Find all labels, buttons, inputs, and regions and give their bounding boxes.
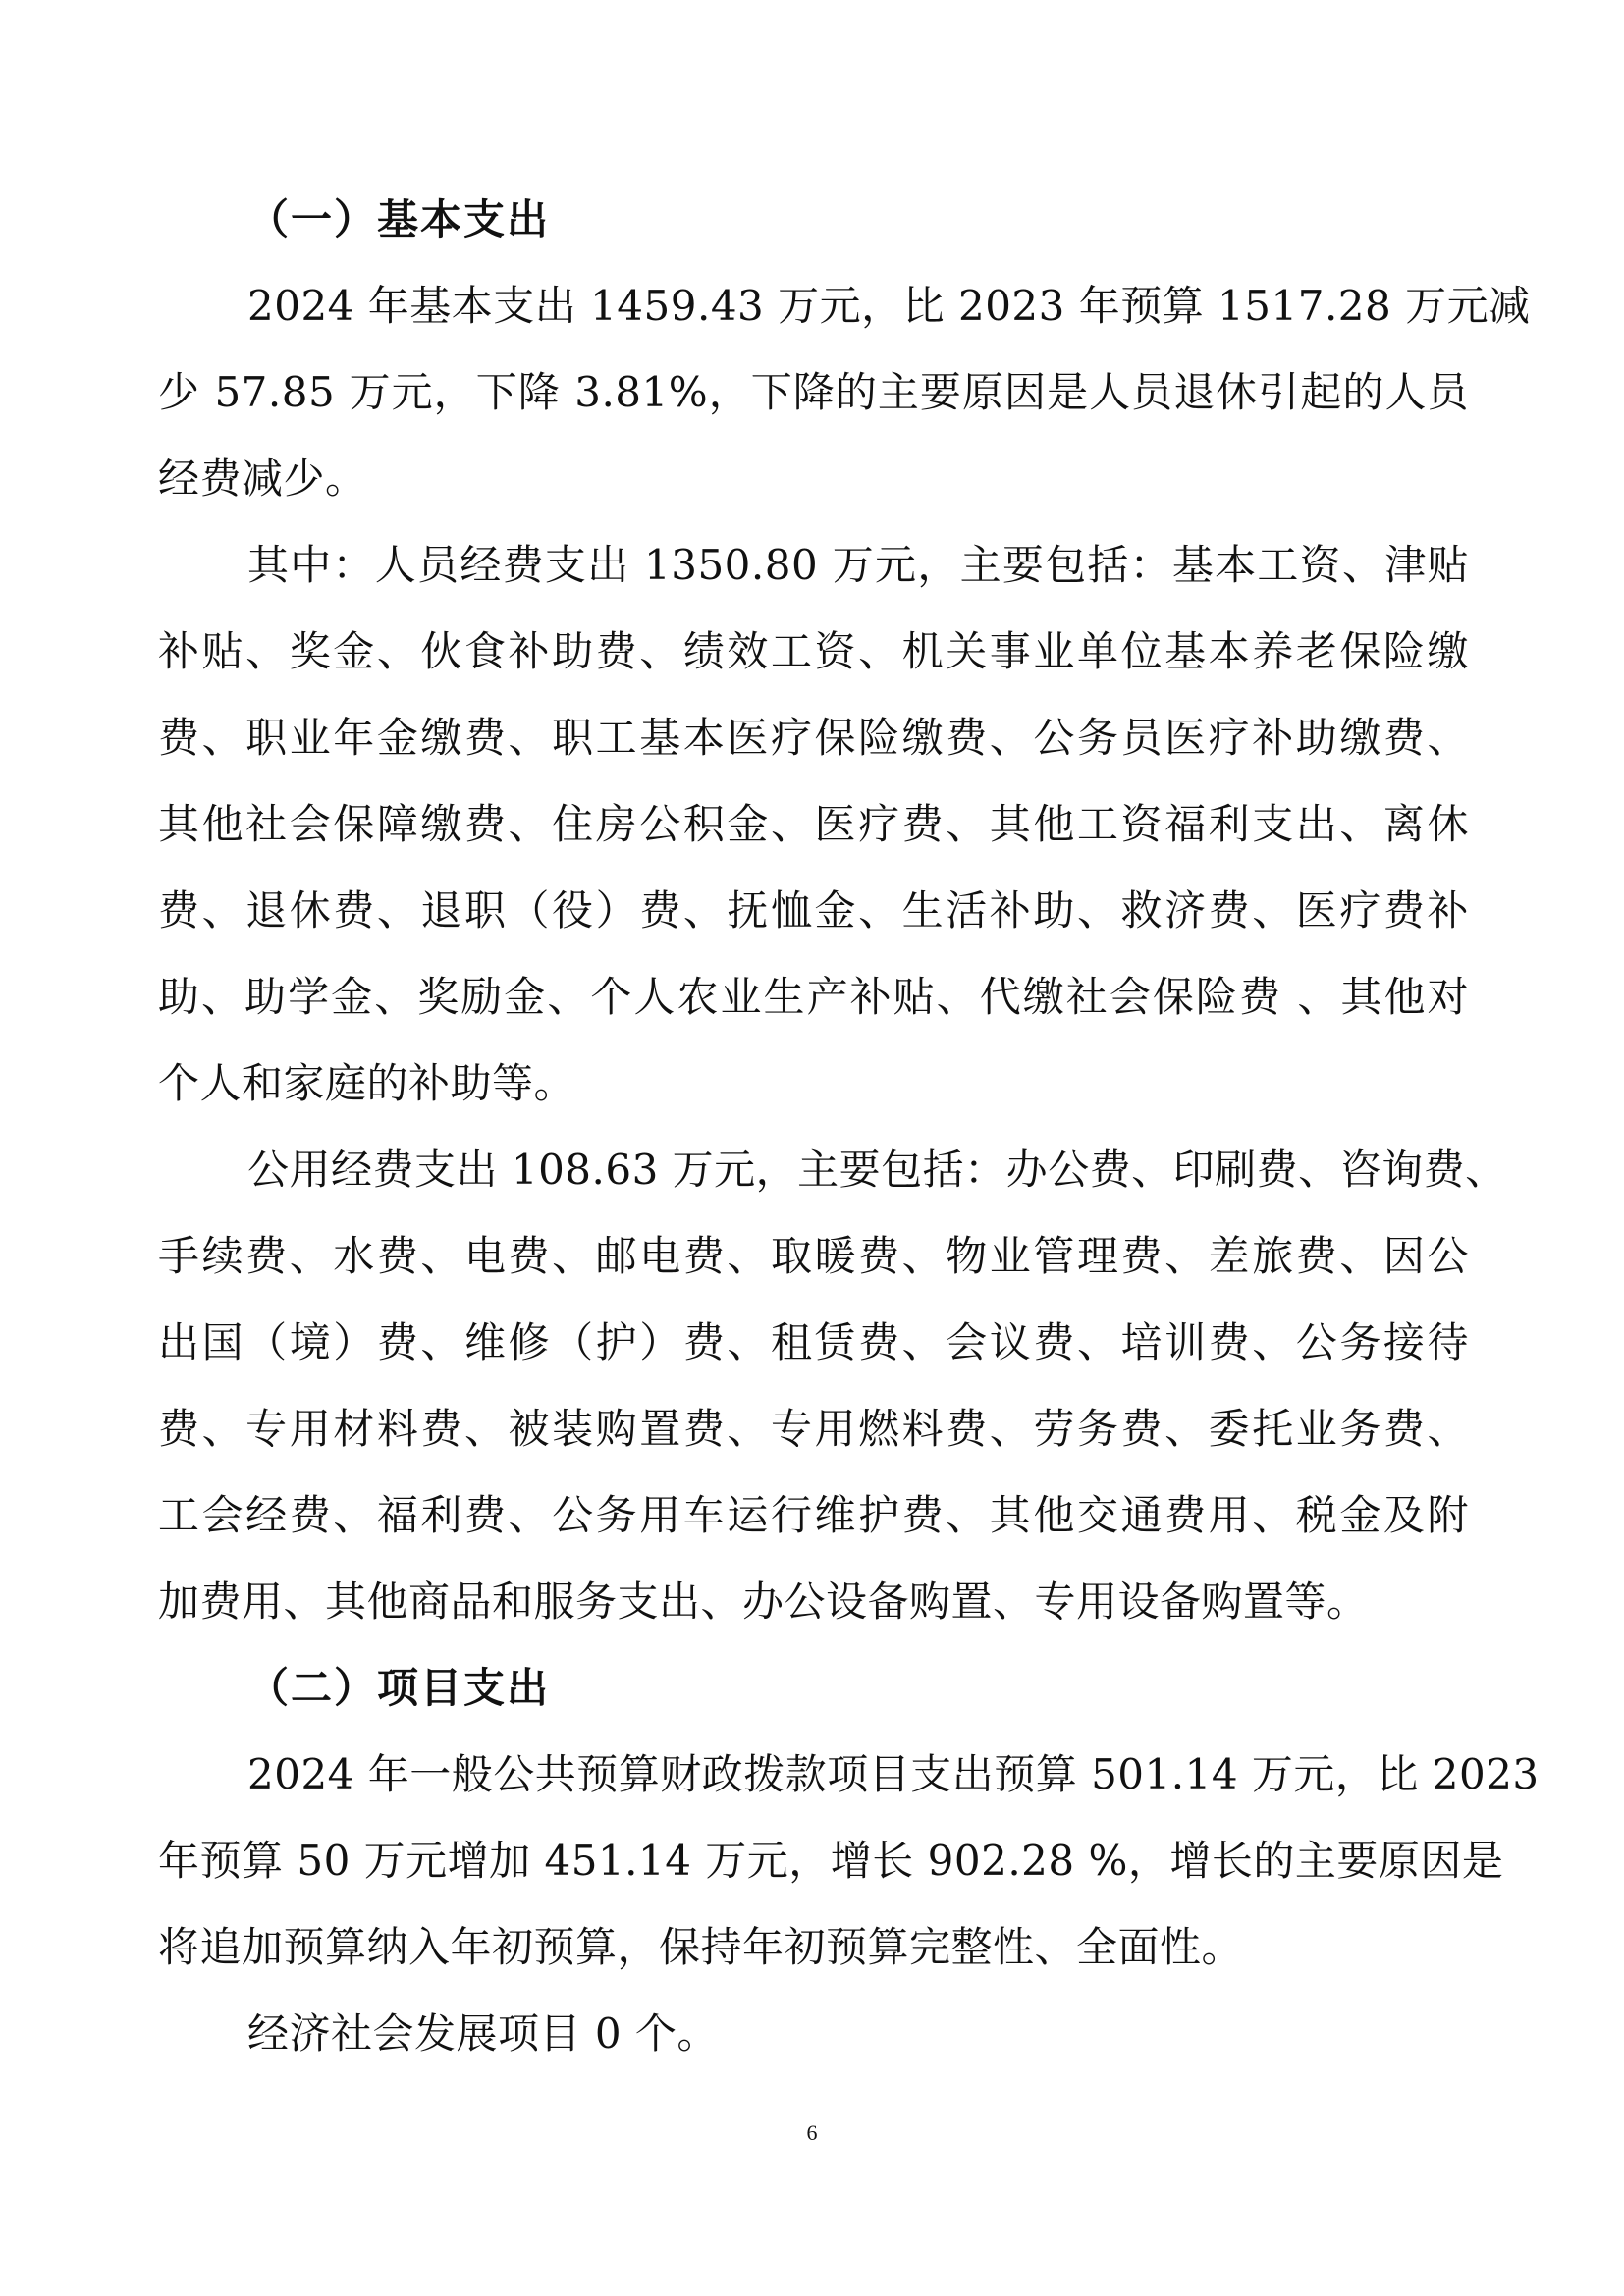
paragraph-line: 助、助学金、奖励金、个人农业生产补贴、代缴社会保险费 、其他对 [158, 973, 1469, 1021]
page-number: 6 [806, 2120, 818, 2145]
paragraph-line: 费、专用材料费、被装购置费、专用燃料费、劳务费、委托业务费、 [158, 1405, 1469, 1453]
paragraph-line: 公用经费支出 108.63 万元，主要包括：办公费、印刷费、咨询费、 [247, 1146, 1507, 1194]
paragraph-line: 出国（境）费、维修（护）费、租赁费、会议费、培训费、公务接待 [158, 1318, 1469, 1366]
paragraph-line: 费、退休费、退职（役）费、抚恤金、生活补助、救济费、医疗费补 [158, 886, 1469, 934]
section-heading-basic-expenditure: （一）基本支出 [247, 195, 551, 243]
paragraph-line: 费、职业年金缴费、职工基本医疗保险缴费、公务员医疗补助缴费、 [158, 714, 1469, 762]
paragraph-line: 将追加预算纳入年初预算，保持年初预算完整性、全面性。 [158, 1923, 1244, 1971]
document-body [158, 177, 1540, 2077]
paragraph-line: 经费减少。 [158, 454, 367, 503]
paragraph-line: 2024 年一般公共预算财政拨款项目支出预算 501.14 万元，比 2023 [247, 1750, 1540, 1798]
paragraph-line: 工会经费、福利费、公务用车运行维护费、其他交通费用、税金及附 [158, 1491, 1469, 1539]
paragraph-line: 补贴、奖金、伙食补助费、绩效工资、机关事业单位基本养老保险缴 [158, 627, 1469, 675]
paragraph-line: 少 57.85 万元，下降 3.81%，下降的主要原因是人员退休引起的人员 [158, 368, 1469, 416]
paragraph-line: 其他社会保障缴费、住房公积金、医疗费、其他工资福利支出、离休 [158, 800, 1469, 848]
paragraph-line: 个人和家庭的补助等。 [158, 1059, 576, 1107]
paragraph-line: 手续费、水费、电费、邮电费、取暖费、物业管理费、差旅费、因公 [158, 1232, 1469, 1280]
paragraph-line: 年预算 50 万元增加 451.14 万元，增长 902.28 %，增长的主要原因是 [158, 1837, 1504, 1885]
paragraph-line: 其中：人员经费支出 1350.80 万元，主要包括：基本工资、津贴 [247, 541, 1469, 589]
paragraph-line: 2024 年基本支出 1459.43 万元，比 2023 年预算 1517.28 万元减 [247, 282, 1531, 330]
paragraph-line: 加费用、其他商品和服务支出、办公设备购置、专用设备购置等。 [158, 1577, 1369, 1626]
section-heading-project-expenditure: （二）项目支出 [247, 1664, 551, 1712]
paragraph-line: 经济社会发展项目 0 个。 [247, 2009, 719, 2057]
